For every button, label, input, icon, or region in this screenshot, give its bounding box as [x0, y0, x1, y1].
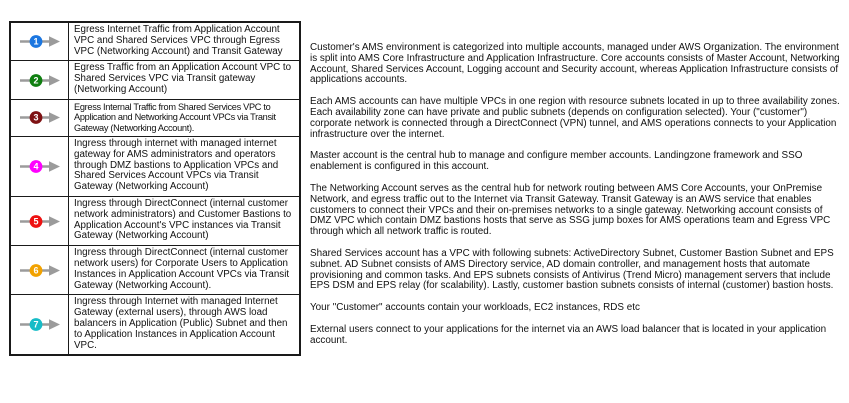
svg-text:7: 7	[32, 319, 39, 330]
flow-5-icon-cell	[11, 197, 69, 245]
legend-row-2	[11, 61, 299, 99]
paragraph-networking-account: The Networking Account serves as the central hub for network routing between AMS Core Accounts, your OnPremise Network, and egress traffic out to the Internet via Transit Gateway. Transit Gateway is an AWS service that enables customers to connect their VPCs and their on-premises networks to a single gateway. Networking account consists of DMZ VPC which contain DMZ bastions hosts that serve as SSG jump boxes for AMS operations team and Egress VPC through which all network traffic is routed.	[310, 182, 831, 238]
traffic-legend-table	[9, 21, 301, 356]
flow-arrow-icon	[19, 159, 61, 174]
ams-environment-description	[310, 43, 846, 347]
flow-arrow-icon	[19, 317, 61, 332]
svg-text:4: 4	[32, 161, 39, 172]
svg-text:5: 5	[32, 216, 39, 227]
legend-row-text: Ingress through internet with managed internet gateway for AMS administrators and operators through DMZ bastions to Application VPCs and Shared Services Account VPCs via Transit Gateway (Networking Account)	[74, 138, 279, 193]
flow-arrow-icon	[19, 73, 61, 88]
svg-text:2: 2	[32, 75, 39, 86]
flow-arrow-icon	[19, 214, 61, 229]
paragraph-shared-services: Shared Services account has a VPC with following subnets: ActiveDirectory Subnet, Customer Bastion Subnet and EPS subnet. AD Subnet consists of AMS Directory service, AD domain controller, and management hosts that automate provisioning and common tasks. And EPS subnets consists of Antivirus (Trend Micro) management servers that include EPS DSM and EPS relay (for scalability). Lastly, customer bastion subnets consists of internal (customer) bastion hosts.	[310, 247, 834, 292]
legend-row-text: Ingress through DirectConnect (internal customer network administrators) and Customer Bastions to Application Account's VPC instances via Transit Gateway (Networking Account)	[74, 197, 292, 242]
paragraph-customer-accounts: Your "Customer" accounts contain your workloads, EC2 instances, RDS etc	[310, 302, 640, 314]
flow-arrow-icon	[19, 263, 61, 278]
legend-row-text: Egress Traffic from an Application Account VPC to Shared Services VPC via Transit gateway (Networking Account)	[74, 62, 292, 95]
flow-arrow-icon	[19, 34, 61, 49]
legend-row-text: Egress Internet Traffic from Application Account VPC and Shared Services VPC through Egress VPC (Networking Account) and Transit Gateway	[74, 24, 283, 57]
flow-4-icon-cell	[11, 137, 69, 196]
legend-row-6	[11, 246, 299, 295]
paragraph-vpcs: Each AMS accounts can have multiple VPCs in one region with resource subnets located in up to three availability zones. Each availability zone can have private and public subnets (depends on configuration selected). Your ("customer") corporate network is connected through a DirectConnect (VPN) tunnel, and AMS operations connects to your Application infrastructure over the internet.	[310, 96, 840, 140]
legend-row-7	[11, 295, 299, 354]
legend-row-1	[11, 23, 299, 61]
paragraph-master-account: Master account is the central hub to manage and configure member accounts. Landingzone framework and SSO enablement is configured in this account.	[310, 150, 803, 173]
flow-arrow-icon	[19, 110, 61, 125]
paragraph-external-users: External users connect to your applications for the internet via an AWS load balancer that is located in your application account.	[310, 323, 827, 346]
flow-1-icon-cell	[11, 23, 69, 60]
legend-row-text: Ingress through Internet with managed Internet Gateway (external users), through AWS load balancers in Application (Public) Subnet and then to Application Instances in Application Account VPC.	[74, 296, 288, 351]
svg-text:6: 6	[32, 265, 39, 276]
legend-row-5	[11, 197, 299, 246]
svg-text:1: 1	[32, 36, 39, 47]
legend-row-text: Egress Internal Traffic from Shared Services VPC to Application and Networking Account VPCs via Transit Gateway (Networking Account).	[74, 101, 276, 133]
legend-row-4	[11, 137, 299, 197]
flow-6-icon-cell	[11, 246, 69, 294]
flow-7-icon-cell	[11, 295, 69, 354]
flow-3-icon-cell	[11, 100, 69, 136]
paragraph-overview: Customer's AMS environment is categorized into multiple accounts, managed under AWS Organization. The environment is split into AMS Core Infrastructure and Application Infrastructure. Core accounts consists of Master Account, Networking Account, Shared Services Account, Logging account and Security account, whereas Application Infrastructure consists of applications accounts.	[310, 42, 840, 86]
legend-row-text: Ingress through DirectConnect (internal customer network users) for Corporate Users to Application Instances in Application Account VPCs via Transit Gateway (Networking Account).	[74, 247, 290, 291]
legend-row-3	[11, 100, 299, 137]
svg-text:3: 3	[32, 112, 39, 123]
flow-2-icon-cell	[11, 61, 69, 98]
